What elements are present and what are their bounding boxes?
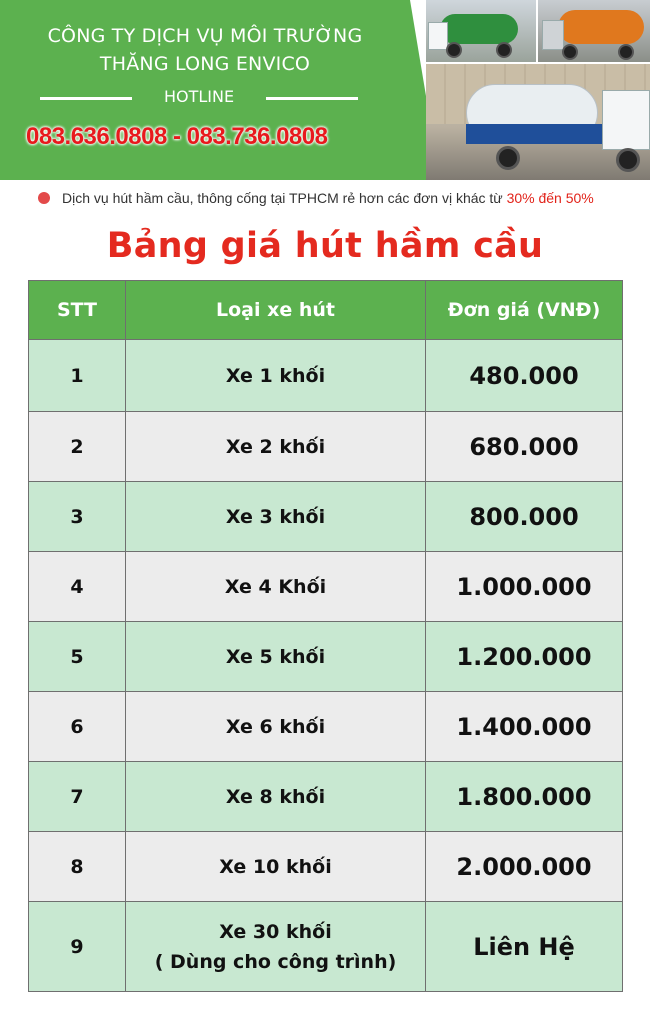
row-price: 1.000.000 — [426, 552, 623, 622]
row-price: 480.000 — [426, 340, 623, 412]
row-price: Liên Hệ — [426, 902, 623, 992]
promo-notice — [38, 187, 650, 209]
truck-photo-blue — [426, 64, 650, 180]
row-stt: 2 — [29, 412, 126, 482]
table-row — [29, 482, 623, 552]
row-price: 680.000 — [426, 412, 623, 482]
promo-notice-highlight: 30% đến 50% — [506, 190, 594, 206]
price-table — [28, 280, 623, 992]
column-header-stt: STT — [29, 281, 126, 340]
row-vehicle-type: Xe 8 khối — [126, 762, 426, 832]
row-vehicle-type: Xe 4 Khối — [126, 552, 426, 622]
truck-photo-orange — [538, 0, 650, 62]
row-price: 1.800.000 — [426, 762, 623, 832]
row-stt: 8 — [29, 832, 126, 902]
bullet-dot-icon — [38, 192, 50, 204]
table-row — [29, 412, 623, 482]
promo-notice-text — [62, 187, 594, 209]
company-name-line2: THĂNG LONG ENVICO — [99, 53, 311, 75]
truck-photo-green — [426, 0, 536, 62]
row-vehicle-type: Xe 2 khối — [126, 412, 426, 482]
row-vehicle-type-main: Xe 30 khối — [219, 920, 332, 943]
row-stt: 9 — [29, 902, 126, 992]
hotline-divider-right — [266, 97, 358, 100]
row-price: 1.400.000 — [426, 692, 623, 762]
row-price: 800.000 — [426, 482, 623, 552]
page-title: Bảng giá hút hầm cầu — [106, 226, 544, 266]
table-row — [29, 762, 623, 832]
column-header-vehicle-type: Loại xe hút — [126, 281, 426, 340]
row-stt: 4 — [29, 552, 126, 622]
company-name — [0, 22, 410, 78]
table-header-row — [29, 281, 623, 340]
row-price: 2.000.000 — [426, 832, 623, 902]
table-row — [29, 552, 623, 622]
row-stt: 1 — [29, 340, 126, 412]
row-vehicle-type — [126, 902, 426, 992]
row-vehicle-type-note: ( Dùng cho công trình) — [154, 950, 397, 973]
column-header-price: Đơn giá (VNĐ) — [426, 281, 623, 340]
table-row — [29, 692, 623, 762]
row-stt: 7 — [29, 762, 126, 832]
row-vehicle-type: Xe 1 khối — [126, 340, 426, 412]
table-row — [29, 902, 623, 992]
table-row — [29, 340, 623, 412]
row-stt: 5 — [29, 622, 126, 692]
hotline-label: HOTLINE — [163, 87, 235, 106]
company-name-line1: CÔNG TY DỊCH VỤ MÔI TRƯỜNG — [47, 25, 363, 47]
table-row — [29, 622, 623, 692]
row-stt: 3 — [29, 482, 126, 552]
table-row — [29, 832, 623, 902]
header-banner — [0, 0, 650, 180]
hotline-numbers[interactable]: 083.636.0808 - 083.736.0808 — [26, 123, 328, 150]
row-stt: 6 — [29, 692, 126, 762]
row-vehicle-type: Xe 3 khối — [126, 482, 426, 552]
row-vehicle-type: Xe 5 khối — [126, 622, 426, 692]
row-vehicle-type: Xe 10 khối — [126, 832, 426, 902]
promo-notice-main: Dịch vụ hút hầm cầu, thông cống tại TPHCM rẻ hơn các đơn vị khác từ — [62, 190, 507, 206]
hotline-row — [40, 86, 358, 108]
row-price: 1.200.000 — [426, 622, 623, 692]
row-vehicle-type: Xe 6 khối — [126, 692, 426, 762]
